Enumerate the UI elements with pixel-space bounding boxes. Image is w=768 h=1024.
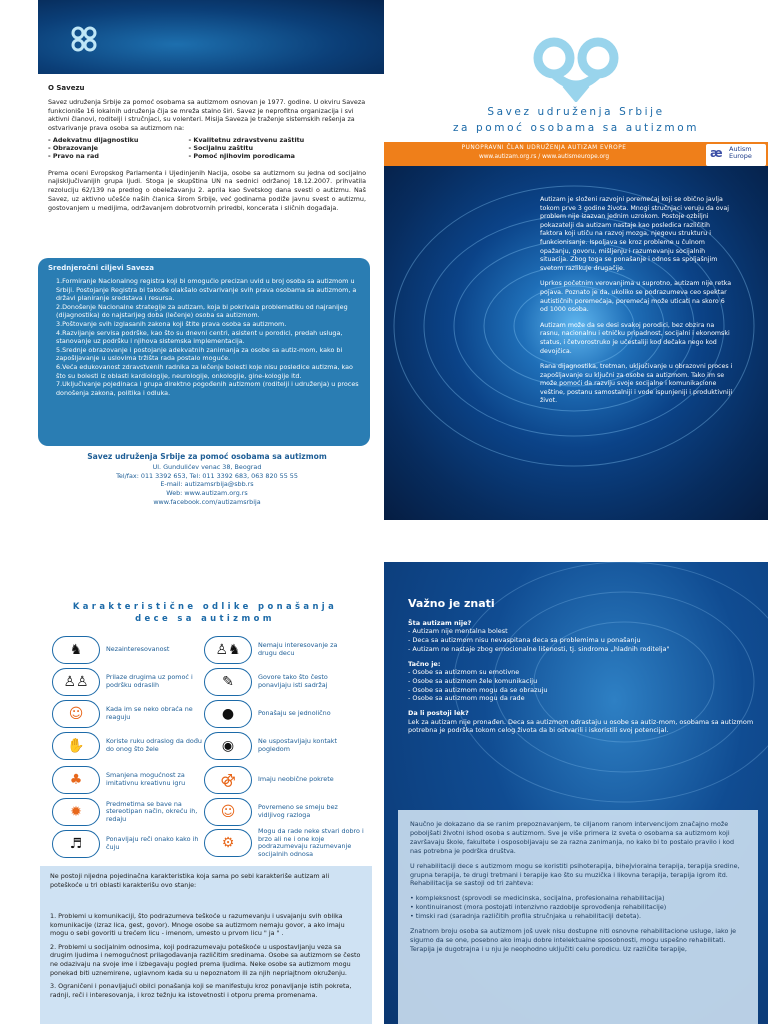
trait-label: Predmetima se bave na stereotipan način, okreću ih, redaju — [106, 799, 198, 823]
autism-europe-logo — [706, 144, 766, 166]
rights-item: - Obrazovanje — [48, 144, 99, 153]
contact-address: Ul. Gundulićev venac 38, Beograd — [152, 463, 262, 471]
repeat-speech-icon: ✎ — [204, 668, 252, 696]
ae-line1: Autism — [729, 145, 752, 153]
no-response-icon: ☺ — [52, 700, 100, 728]
trait-item — [52, 830, 204, 858]
note-item: 1. Problemi u komunikaciji, što podrazumeva teškoće u razumevanju i usvajanju svih oblika komunikacije (izraz lica, gest, govor). Mnoge osobe sa autizmom nemaju govor, a ako imaju mogu o sebi govoriti u trećem licu - imenom, umesto u prvom licu " ja " . — [50, 912, 345, 938]
trait-label: Ponavljaju reči onako kako ih čuju — [106, 835, 199, 851]
trait-item — [204, 798, 356, 826]
know-list-item: - Autizam nije mentalna bolest — [408, 627, 508, 636]
goal-item: 6.Veća edukovanost zdravstvenih radnika za lečenje bolesti koje nisu posledice autizma, kao što su bolesti iz oblasti kardiologije, neurologije, onkologije, gine-kologije itd. — [56, 362, 353, 380]
rights-item: - Pravo na rad — [48, 152, 99, 161]
unusual-moves-icon: ⚣ — [204, 766, 252, 794]
about-heading: O Savezu — [48, 84, 85, 92]
know-q1: Šta autizam nije? — [408, 618, 472, 627]
adult-hand-icon: ✋ — [52, 732, 100, 760]
contact-web[interactable]: Web: www.autizam.org.rs — [166, 489, 248, 498]
cover-title-line1: Savez udruženja Srbije — [487, 106, 665, 118]
cover-title-line2: za pomoć osobama sa autizmom — [452, 122, 700, 134]
trait-item — [204, 636, 356, 664]
goal-item: 2.Donošenje Nacionalne strategije za autizam, koja bi pokrivala problematiku od najranijeg (dijagnostika) do najstarijeg doba (lečenje) osoba sa autizmom. — [56, 302, 348, 320]
uninterested-icon: ♞ — [52, 636, 100, 664]
about-panel — [0, 0, 384, 520]
about-body — [48, 84, 366, 212]
rights-list-left — [48, 136, 138, 161]
know-q1-list — [408, 627, 754, 653]
trait-item — [204, 668, 356, 696]
note-head: Ne postoji nijedna pojedinačna karakteristika koja sama po sebi karakteriše autizam ali poteškoće u tri oblasti karakterišu ovo stanje: — [50, 872, 330, 889]
rights-list-right — [188, 136, 304, 161]
note-body — [50, 912, 362, 1004]
trait-label: Ne uspostavljaju kontakt pogledom — [258, 737, 338, 753]
cover-paragraph: Autizam može da se desi svakoj porodici, bez obzira na rasnu, nacionalnu i etničku pripadnost, socijalni i ekonomski status, i četvorostruko je učestaliji kod dečaka nego kod devojčica. — [540, 321, 730, 355]
traits-note-box — [40, 866, 372, 1024]
know-list-item: - Osobe sa autizmom mogu da rade — [408, 694, 525, 703]
info-list-item: • timski rad (saradnja različitih profila stručnjaka u rehabilitaciji deteta). — [410, 912, 642, 921]
trait-label: Kada im se neko obraća ne reaguju — [106, 705, 193, 721]
laugh-icon: ☺ — [204, 798, 252, 826]
know-info-box — [398, 810, 758, 1024]
play-icon: ♣ — [52, 766, 100, 794]
savez-large-logo-icon — [514, 36, 638, 102]
cover-title — [384, 104, 768, 136]
cover-paragraph: Autizam je složeni razvojni poremećaj koji se obično javlja tokom prve 3 godine života. Mnogi stručnjaci veruju da ovaj problem nije izazvan jednim uzrokom. Postoje ozbiljni pokazatelji da autizam nastaje kao posledica različitih faktora koji utiču na razvoj mozga, njegovu strukturu i funkcionisanje. Ispoljava se kroz probleme u čulnom opažanju, govoru, mišljenju i razumevanju socijalnih situacija. Zbog toga se ponašanje i odnos sa spoljašnjim svetom razlikuje drugačije. — [540, 196, 729, 272]
goal-item: 5.Srednje obrazovanje i postojanje adekvatnih zanimanja za osobe sa autiz-mom, kako bi zapošljavanje u uslovima tržišta rada postalo moguće. — [56, 345, 343, 363]
rights-item: - Pomoć njihovim porodicama — [188, 152, 295, 161]
goal-item: 4.Razvijanje servisa podrške, kao što su dnevni centri, asistent u porodici, predah usluga, stanovanje uz podršku i njihova sistemska implementacija. — [56, 328, 343, 346]
know-list-item: - Autizam ne nastaje zbog emocionalne lišenosti, tj. sindroma „hladnih roditelja" — [408, 644, 670, 653]
trait-item — [52, 766, 204, 794]
trait-item — [204, 766, 356, 794]
know-list-item: - Deca sa autizmom nisu nevaspitana deca sa problemima u ponašanju — [408, 636, 641, 645]
ae-mark-icon: æ — [710, 146, 723, 160]
info-list-item: • kontinuiranost (mora postojati intenzivno razdoblje sprovođenja rehabilitacije) — [410, 903, 667, 912]
trait-item — [52, 668, 204, 696]
note-item: 2. Problemi u socijalnim odnosima, koji podrazumevaju poteškoće u uspostavljanju veza sa drugim ljudima i nemogućnost prilagođavanja različitim sredinama. Osobe sa autizmom se često ne odazivaju na svoje ime i izbegavaju pogled prema ljudima. Neke osobe sa autizmom mogu ponekad biti uznemirene, uglavnom kada su u nepoznatom ili za njih nepriajtnom okruženju. — [50, 942, 361, 977]
trait-label: Imaju neobične pokrete — [258, 775, 334, 784]
info-list-item: • kompleksnost (sprovodi se medicinska, socijalna, profesionalna rehabilitacija) — [410, 894, 665, 903]
trait-item — [52, 700, 204, 728]
no-eye-contact-icon: ◉ — [204, 732, 252, 760]
traits-title-line1: Karakteristične odlike ponašanja — [72, 601, 338, 611]
trait-label: Mogu da rade neke stvari dobro i brzo ali ne i one koje podrazumevaju razumevanje socijalnih odnosa — [258, 827, 364, 858]
trait-label: Koriste ruku odraslog da dođu do onog što žele — [106, 737, 202, 753]
know-q2: Tačno je: — [408, 659, 441, 668]
note-item: 3. Ograničeni i ponavljajući obilci ponašanja koji se manifestuju kroz ponavljanje istih pokreta, radnji, reči i interesovanja, i kroz težnju ka istovetnosti i otporu prema promenama. — [50, 982, 352, 999]
spinning-object-icon: ✹ — [52, 798, 100, 826]
trait-label: Govore tako što često ponavljaju isti sadržaj — [258, 673, 328, 689]
know-heading: Važno je znati — [408, 597, 495, 610]
cover-paragraph: Rana dijagnostika, tretman, uključivanje u obrazovni proces i zapošljavanje su ključni za osobe sa autizmom. Tako im se može pomoći da razviju svoje socijalne i komunikacione veštine, postanu samostalniji i vode ispunjeniji i produktivniji život. — [540, 363, 733, 405]
rights-item: - Adekvatnu dijagnostiku — [48, 135, 139, 144]
contact-phone: Tel/fax: 011 3392 653, Tel: 011 3392 683, 063 820 55 55 — [116, 471, 298, 480]
cover-text — [540, 196, 734, 413]
goals-list — [48, 277, 360, 397]
goal-item: 7.Uključivanje pojedinaca i grupa direktno pogođenih autizmom (roditelji i udruženja) u proces donošenja zakona, politika i odluka. — [56, 380, 359, 397]
info-paragraph: Naučno je dokazano da se ranim prepoznavanjem, te ciljanom ranom intervencijom značajno može poboljšati životni ishod osoba s autizmom. Sve je više primera iz sveta o osobama sa autizmom koji završavaju škole, fakultete i osposobljavaju se za razna zanimanja, no kako bi to postalo pravilo i kod nas potrebna je podrška društva. — [410, 820, 735, 855]
know-body — [408, 597, 754, 735]
trait-item — [52, 636, 204, 664]
info-list — [410, 894, 746, 921]
rights-item: - Kvalitetnu zdravstvenu zaštitu — [188, 135, 305, 144]
member-text: PUNOPRAVNI ČLAN UDRUŽENJA AUTIZAM EVROPE — [461, 145, 627, 151]
traits-title-line2: dece sa autizmom — [135, 613, 275, 623]
know-panel — [384, 562, 768, 1024]
ae-line2: Europe — [729, 152, 752, 160]
trait-label: Nemaju interesovanje za drugu decu — [258, 641, 338, 657]
savez-logo-icon — [68, 26, 100, 52]
cover-paragraph: Uprkos početnim verovanjima u suprotno, autizam nije retka pojava. Poznato je da, ukoliko se podrazumeva ceo spektar autističnih poremećaja, poremećaj može uticati na skoro 6 od 1000 osoba. — [540, 280, 732, 314]
know-q2-list — [408, 668, 754, 703]
contact-org: Savez udruženja Srbije za pomoć osobama sa autizmom — [87, 452, 327, 461]
about-paragraph-2: Prema oceni Evropskog Parlamenta i Ujedinjenih Nacija, osobe sa autizmom su jedna od socijalno najisključivanijih grupa ljudi. Stoga je skupština UN na sednici održanoj 18.12.2007. prihvatila rezoluciju 62/139 na predlog o obeležavanju 2. aprila kao Svetskog dana svesti o autizmu. Naš Savez, uz aktivno učešće naših članica širom Srbije, već godinama podiže javnu svest o autizmu, gostovanjem u medijima, održavanjem dobrotvornih priredbi, koncerata i sličnih događaja. — [48, 168, 366, 212]
goal-item: 1.Formiranje Nacionalnog registra koji bi omogućio precizan uvid u broj osoba sa autizmom u Srbiji. Postojanje Registra bi takođe olakšalo ostvarivanje svih prava osobama sa autizmom, a državi planiranje sredstava i resursa. — [56, 277, 357, 303]
trait-item — [204, 828, 370, 858]
know-q3: Da li postoji lek? — [408, 709, 469, 718]
rights-item: - Socijalnu zaštitu — [188, 144, 254, 153]
about-header-banner — [38, 0, 384, 74]
rights-columns — [48, 136, 366, 161]
skilled-task-icon: ⚙ — [204, 829, 252, 857]
ae-logo-text — [729, 146, 752, 160]
trait-label: Ponašaju se jednolično — [258, 709, 331, 718]
echo-speech-icon: ♬ — [52, 830, 100, 858]
know-q3-text: Lek za autizam nije pronađen. Deca sa autizmom odrastaju u osobe sa autiz-mom, osobama sa autizmom potrebna je podrška tokom celog života da bi ostvarili i iskoristili svoj potencijal. — [408, 717, 754, 735]
goals-heading: Srednjeročni ciljevi Saveza — [48, 264, 154, 272]
goal-item: 3.Poštovanje svih izglasanih zakona koji štite prava osoba sa autizmom. — [56, 319, 287, 328]
contact-email[interactable]: E-mail: autizamsrbija@sbb.rs — [160, 480, 254, 489]
trait-item — [204, 732, 356, 760]
goals-box — [38, 258, 370, 446]
trait-label: Smanjena mogućnost za imitativnu kreativnu igru — [106, 771, 186, 787]
traits-title — [40, 600, 370, 624]
monotone-icon: ● — [204, 700, 252, 728]
about-intro-text: Savez udruženja Srbije za pomoć osobama sa autizmom osnovan je 1977. godine. U okviru Saveza funkcioniše 16 lokalnih udruženja čija se mreža stalno širi. Savez je neprofitna organizacija i svi aktivni članovi, roditelji i stručnjaci, su volenteri. Misija Saveza je traženje sistemskih rešenja za ostvarivanje prava osoba sa autizmom na: — [48, 98, 366, 133]
trait-label: Povremeno se smeju bez vidljivog razloga — [258, 803, 338, 819]
trait-label: Prilaze drugima uz pomoć i podršku odraslih — [106, 673, 193, 689]
know-list-item: - Osobe sa autizmom mogu da se obrazuju — [408, 685, 548, 694]
contact-facebook[interactable]: www.facebook.com/autizamsrbija — [153, 497, 261, 506]
about-intro — [48, 98, 366, 133]
group-approach-icon: ♙♙ — [52, 668, 100, 696]
info-paragraph: U rehabilitaciji dece s autizmom mogu se koristiti psihoterapija, bihejvioralna terapija, terapija sredine, grupna terapija, te drugi tretmani i terapije kao što su muzička i likovna terapija, terapija igrom itd. Rehabilitacija se sastoji od tri zahteva: — [410, 861, 740, 888]
contact-block — [48, 452, 366, 507]
trait-item — [52, 798, 204, 826]
know-list-item: - Osobe sa autizmom su emotivne — [408, 668, 520, 677]
trait-label: Nezainteresovanost — [106, 645, 170, 654]
info-paragraph: Znatnom broju osoba sa autizmom još uvek nisu dostupne niti osnovne rehabilitacione usluge, iako je sigurno da se one, posebno ako imaju dobre intelektualne sposobnosti, mogu uspešno rehabilitati. Terapija je dugotrajna i u nju je neophodno uključiti celu porodicu. Uz različite terapije, — [410, 927, 737, 953]
know-list-item: - Osobe sa autizmom žele komunikaciju — [408, 676, 538, 685]
trait-item — [52, 732, 204, 760]
member-sites[interactable]: www.autizam.org.rs / www.autismeurope.org — [478, 154, 610, 160]
no-interest-kids-icon: ♙♞ — [204, 636, 252, 664]
trait-item — [204, 700, 356, 728]
cover-panel — [384, 0, 768, 520]
